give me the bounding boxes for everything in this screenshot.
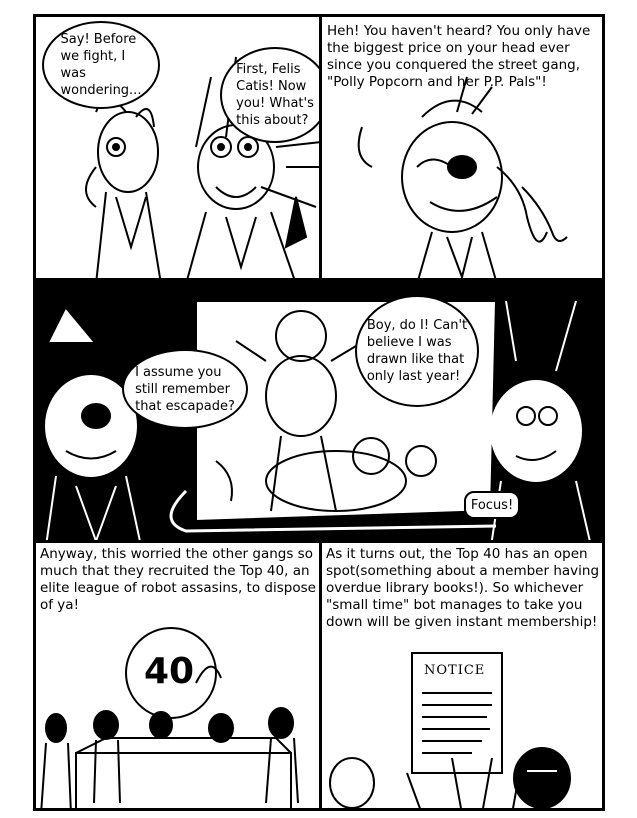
- caption-box-5: As it turns out, the Top 40 has an open spot(something about a member having overdue library books!). So whichever "small time" bot manages to take you down will be given instant membership!: [326, 546, 600, 630]
- speech-text-left: Say! Before we fight, I was wondering...: [60, 32, 142, 98]
- speech-bubble-assume: [122, 349, 248, 429]
- speech-bubble-left: [42, 21, 160, 109]
- panel-1: [33, 14, 322, 281]
- character-head-left: [98, 112, 158, 192]
- character-head: [402, 122, 502, 232]
- speech-text-assume: I assume you still remember that escapade?: [135, 364, 235, 414]
- speech-bubble-focus: [464, 491, 520, 519]
- speech-text-boy: Boy, do I! Can't believe I was drawn like that only last year!: [366, 318, 468, 384]
- panel-3: [33, 278, 605, 543]
- panel-2: [319, 14, 605, 281]
- top-40-sign-text: 40: [144, 651, 195, 692]
- panel-4: [33, 540, 322, 811]
- panel-5: [319, 540, 605, 811]
- speech-bubble-boy: [355, 295, 479, 407]
- notice-title: NOTICE: [424, 663, 486, 678]
- speech-text-focus: Focus!: [470, 497, 514, 513]
- caption-box-2: Heh! You haven't heard? You only have the biggest price on your head ever since you conquered the street gang, "Polly Popcorn and her P.P. Pals"!: [327, 23, 591, 90]
- speech-bubble-right: [220, 47, 322, 143]
- speech-text-right: First, Felis Catis! Now you! What's this about?: [236, 62, 314, 128]
- caption-box-4: Anyway, this worried the other gangs so much that they recruited the Top 40, an elite league of robot assasins, to dispose of ya!: [40, 546, 316, 613]
